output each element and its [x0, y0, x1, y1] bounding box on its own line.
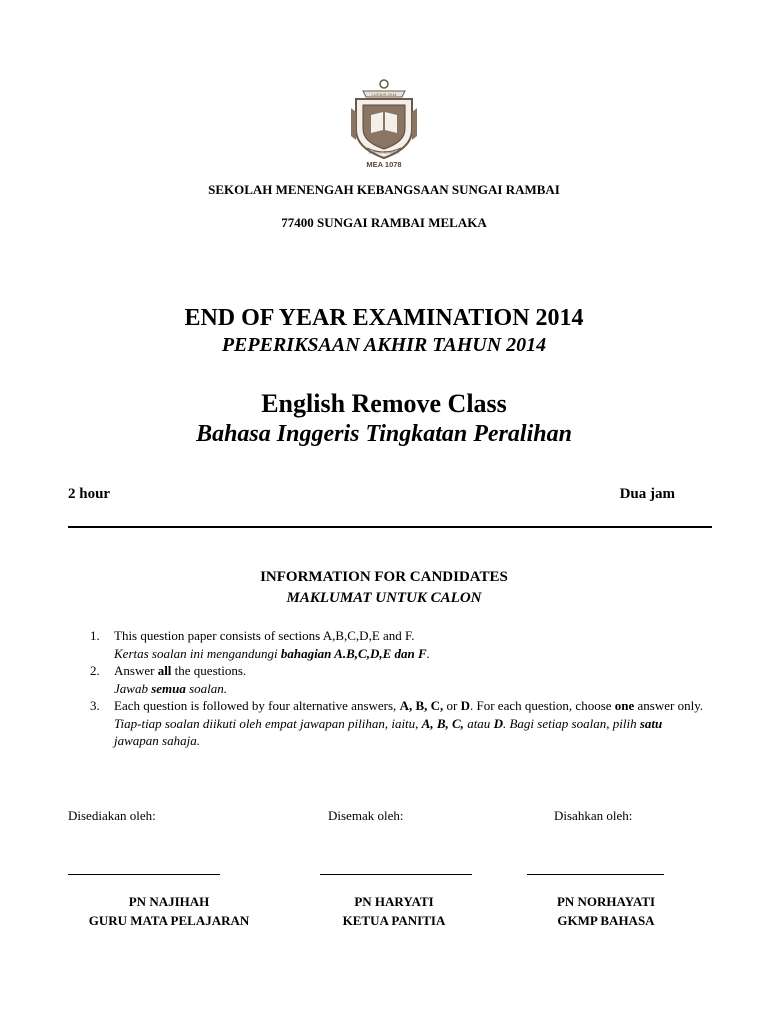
approved-by-title: GKMP BAHASA — [557, 913, 655, 928]
instruction-number: 1. — [90, 628, 100, 643]
bold-segment: A, B, C, — [421, 715, 464, 731]
crest-code: MEA 1078 — [366, 160, 402, 169]
approved-by-name: PN NORHAYATI — [556, 894, 656, 909]
text-segment: . Bagi setiap soalan, pilih — [502, 715, 640, 731]
school-crest-logo — [347, 78, 421, 170]
text-segment: . — [426, 645, 430, 661]
instruction-text-ms — [114, 645, 710, 663]
instruction-item-2 — [90, 662, 710, 697]
instruction-item-1 — [90, 627, 710, 662]
text-segment: Each question is followed by four alternative answers, — [114, 698, 400, 713]
prepared-by-name: PN NAJIHAH — [128, 894, 210, 909]
checked-by-label: Disemak oleh: — [328, 808, 404, 823]
bold-segment: D — [493, 715, 503, 731]
instruction-text-en: This question paper consists of sections A,B,C,D,E and F. — [114, 628, 415, 643]
duration-malay: Dua jam — [619, 486, 675, 502]
exam-title: END OF YEAR EXAMINATION 2014 — [184, 305, 584, 331]
info-title-malay: MAKLUMAT UNTUK CALON — [286, 590, 482, 606]
bold-segment: semua — [151, 680, 186, 696]
school-name: SEKOLAH MENENGAH KEBANGSAAN SUNGAI RAMBAI — [208, 182, 560, 197]
bold-segment: one — [614, 698, 635, 713]
subject-title: English Remove Class — [261, 389, 507, 418]
checked-by-name: PN HARYATI — [354, 894, 434, 909]
bold-segment: all — [157, 663, 172, 678]
instruction-list — [90, 627, 710, 750]
instruction-text-ms — [114, 715, 710, 750]
text-segment: jawapan sahaja. — [114, 733, 200, 748]
text-segment: or — [443, 698, 461, 713]
bold-segment: A, B, C, — [399, 698, 444, 713]
bold-segment: D — [460, 698, 470, 713]
text-segment: Tiap-tiap soalan diikuti oleh empat jawapan pilihan, iaitu, — [114, 715, 422, 731]
signature-line-prepared — [68, 874, 220, 875]
text-segment: . For each question, choose — [470, 698, 615, 713]
crest-scroll-text: LUGIUS 2014 — [371, 92, 397, 97]
prepared-by-label: Disediakan oleh: — [68, 808, 156, 823]
signature-line-checked — [320, 874, 472, 875]
instruction-number: 3. — [90, 698, 100, 713]
info-title: INFORMATION FOR CANDIDATES — [260, 569, 508, 585]
text-segment: soalan. — [185, 680, 228, 696]
horizontal-divider — [68, 526, 712, 528]
approved-by-label: Disahkan oleh: — [554, 808, 633, 823]
instruction-text-en — [114, 698, 703, 713]
checked-by-title: KETUA PANITIA — [342, 913, 446, 928]
bold-segment: bahagian A.B,C,D,E dan F — [280, 645, 427, 661]
instruction-text-en — [114, 663, 246, 678]
text-segment: Jawab — [114, 680, 152, 696]
prepared-by-title: GURU MATA PELAJARAN — [88, 913, 250, 928]
text-segment: Answer — [114, 663, 158, 678]
text-segment: Kertas soalan ini mengandungi — [114, 645, 281, 661]
school-address: 77400 SUNGAI RAMBAI MELAKA — [281, 215, 487, 230]
text-segment: answer only. — [634, 698, 704, 713]
text-segment: the questions. — [171, 663, 247, 678]
instruction-number: 2. — [90, 663, 100, 678]
exam-title-malay: PEPERIKSAAN AKHIR TAHUN 2014 — [221, 334, 547, 356]
crest-motto: BERILMU BERBAKTI — [368, 150, 400, 155]
instruction-item-3 — [90, 697, 710, 750]
duration-english: 2 hour — [68, 486, 111, 502]
subject-title-malay: Bahasa Inggeris Tingkatan Peralihan — [196, 421, 572, 447]
signature-line-approved — [527, 874, 664, 875]
bold-segment: satu — [639, 715, 663, 731]
text-segment: atau — [463, 715, 494, 731]
instruction-text-ms — [114, 680, 710, 698]
